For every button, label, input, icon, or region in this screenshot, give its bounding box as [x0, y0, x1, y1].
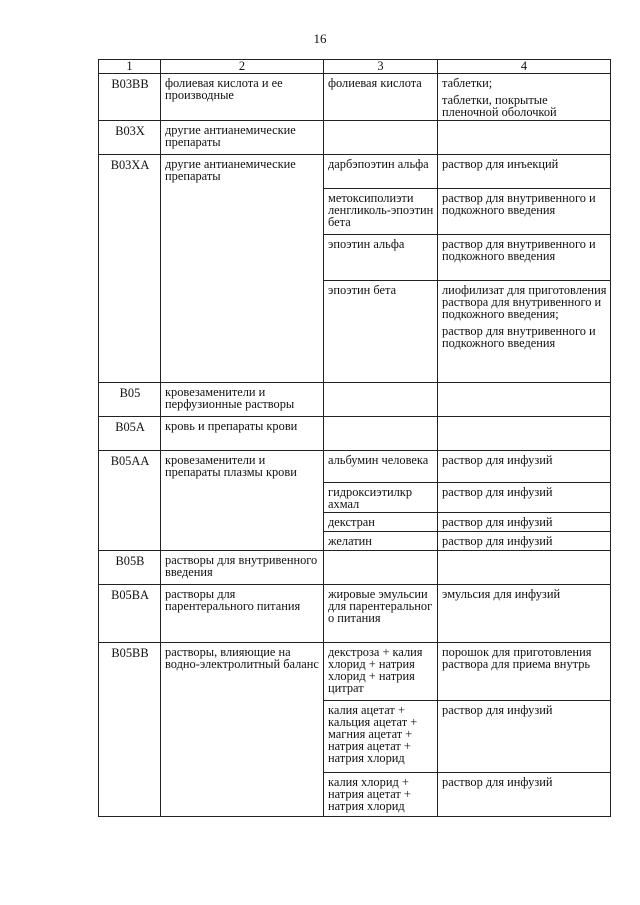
group-name: растворы для парентерального питания: [161, 585, 324, 643]
column-header: 3: [324, 60, 438, 74]
drug-name: декстроза + калия хлорид + натрия хлорид + натрия цитрат: [324, 643, 438, 701]
dosage-form: [438, 74, 611, 121]
drug-name: жировые эмульсии для парентеральног о питания: [324, 585, 438, 643]
dosage-form-text: раствор для внутривенного и подкожного введения: [442, 324, 596, 350]
group-name: растворы, влияющие на водно-электролитный баланс: [161, 643, 324, 817]
table-row: [99, 74, 611, 121]
dosage-form: раствор для внутривенного и подкожного введения: [438, 189, 611, 235]
group-name: кровезаменители и перфузионные растворы: [161, 383, 324, 417]
dosage-form: раствор для инфузий: [438, 701, 611, 773]
dosage-form: [438, 417, 611, 451]
drug-name: [324, 383, 438, 417]
atc-code: B05A: [99, 417, 161, 451]
group-name: другие антианемические препараты: [161, 121, 324, 155]
table-row: [99, 551, 611, 585]
table-row: [99, 585, 611, 643]
group-name: кровь и препараты крови: [161, 417, 324, 451]
dosage-form: раствор для инъекций: [438, 155, 611, 189]
drug-name: дарбэпоэтин альфа: [324, 155, 438, 189]
group-name: растворы для внутривенного введения: [161, 551, 324, 585]
dosage-form: [438, 551, 611, 585]
column-header: 1: [99, 60, 161, 74]
page-number: 16: [313, 31, 327, 46]
dosage-form: [438, 383, 611, 417]
drug-name: калия хлорид + натрия ацетат + натрия хлорид: [324, 773, 438, 817]
atc-code: B03XA: [99, 155, 161, 383]
drug-name: эпоэтин альфа: [324, 235, 438, 281]
table-header-row: [99, 60, 611, 74]
dosage-form-text: лиофилизат для приготовления раствора для внутривенного и подкожного введения;: [442, 283, 607, 321]
dosage-form-text: таблетки, покрытые пленочной оболочкой: [442, 93, 557, 119]
group-name: фолиевая кислота и ее производные: [161, 74, 324, 121]
drug-name: альбумин человека: [324, 451, 438, 483]
drug-name: декстран: [324, 513, 438, 532]
atc-code: B03BB: [99, 74, 161, 121]
atc-code: B05: [99, 383, 161, 417]
dosage-form: раствор для внутривенного и подкожного введения: [438, 235, 611, 281]
table-row: [99, 155, 611, 189]
drug-table: [98, 59, 611, 817]
table-row: [99, 417, 611, 451]
drug-name: метоксиполиэти ленгликоль-эпоэтин бета: [324, 189, 438, 235]
table-row: [99, 451, 611, 483]
table-row: [99, 643, 611, 701]
drug-name: [324, 417, 438, 451]
drug-name: эпоэтин бета: [324, 281, 438, 383]
drug-name: желатин: [324, 532, 438, 551]
group-name: кровезаменители и препараты плазмы крови: [161, 451, 324, 551]
atc-code: B05BB: [99, 643, 161, 817]
atc-code: B05B: [99, 551, 161, 585]
atc-code: B05BA: [99, 585, 161, 643]
column-header: 4: [438, 60, 611, 74]
drug-name: фолиевая кислота: [324, 74, 438, 121]
dosage-form: раствор для инфузий: [438, 532, 611, 551]
dosage-form: раствор для инфузий: [438, 483, 611, 513]
atc-code: B03X: [99, 121, 161, 155]
dosage-form-text: таблетки;: [442, 76, 493, 90]
dosage-form: порошок для приготовления раствора для приема внутрь: [438, 643, 611, 701]
dosage-form: раствор для инфузий: [438, 773, 611, 817]
table-row: [99, 383, 611, 417]
dosage-form: [438, 281, 611, 383]
drug-name: калия ацетат + кальция ацетат + магния ацетат + натрия ацетат + натрия хлорид: [324, 701, 438, 773]
table-row: [99, 121, 611, 155]
column-header: 2: [161, 60, 324, 74]
group-name: другие антианемические препараты: [161, 155, 324, 383]
dosage-form: раствор для инфузий: [438, 451, 611, 483]
dosage-form: [438, 121, 611, 155]
drug-name: [324, 121, 438, 155]
drug-name: [324, 551, 438, 585]
drug-name: гидроксиэтилкр ахмал: [324, 483, 438, 513]
atc-code: B05AA: [99, 451, 161, 551]
dosage-form: эмульсия для инфузий: [438, 585, 611, 643]
dosage-form: раствор для инфузий: [438, 513, 611, 532]
